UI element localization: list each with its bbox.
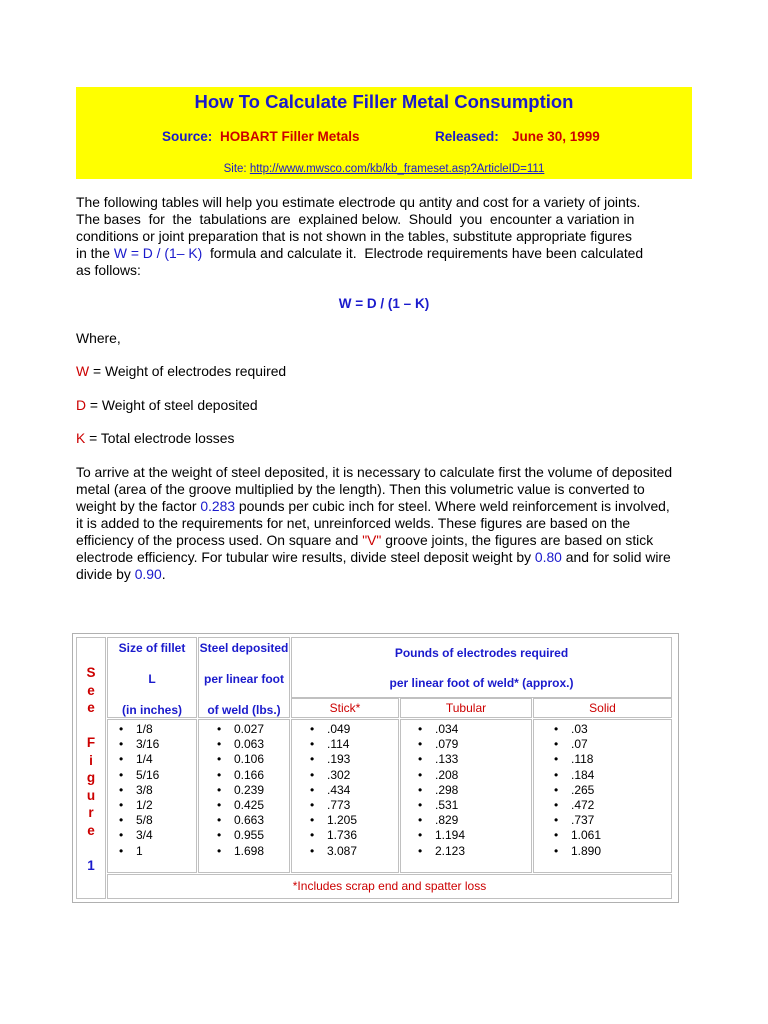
bullet: • bbox=[217, 722, 222, 736]
bullet: • bbox=[554, 797, 559, 812]
intro-formula: W = D / (1– K) bbox=[113, 245, 203, 261]
subheader-solid: Solid bbox=[533, 698, 672, 718]
bullet: • bbox=[554, 828, 559, 843]
see-figure-letter: e bbox=[87, 822, 95, 838]
bullet: • bbox=[554, 737, 559, 752]
bullet: • bbox=[119, 767, 124, 782]
table-value: 1.061 bbox=[571, 828, 602, 843]
table-value: 0.166 bbox=[234, 767, 265, 782]
bullet: • bbox=[217, 767, 222, 782]
para-text: divide by bbox=[76, 566, 135, 582]
fillet-list bbox=[119, 722, 159, 859]
table-value: 0.425 bbox=[234, 797, 265, 812]
bullet: • bbox=[310, 752, 315, 767]
table-value-item bbox=[554, 828, 601, 843]
table-value: 1 bbox=[136, 843, 143, 858]
table-value: 0.955 bbox=[234, 828, 265, 843]
header-steel-deposited bbox=[198, 637, 290, 718]
table-value-item bbox=[119, 768, 159, 783]
table-value-item bbox=[310, 752, 357, 767]
table-value-item bbox=[217, 798, 264, 813]
table-value-item bbox=[554, 722, 601, 737]
bullet: • bbox=[310, 843, 315, 858]
para-line: it is added to the requirements for net, unreinforced welds. These figures are based on the bbox=[76, 515, 631, 531]
see-figure-letter bbox=[77, 717, 105, 735]
table-value: 1/2 bbox=[136, 797, 153, 812]
para-text: . bbox=[161, 566, 166, 582]
table-value-item bbox=[418, 783, 465, 798]
table-value: .298 bbox=[435, 782, 459, 797]
table-value-item bbox=[554, 844, 601, 859]
table-value: .829 bbox=[435, 813, 459, 828]
table-value: .03 bbox=[571, 722, 588, 736]
definition-d bbox=[76, 397, 692, 414]
table-value: 0.663 bbox=[234, 813, 265, 828]
table-value: .049 bbox=[327, 722, 351, 736]
definition-text: = Weight of electrodes required bbox=[89, 363, 287, 379]
table-value: .302 bbox=[327, 767, 351, 782]
table-value-item bbox=[119, 722, 159, 737]
bullet: • bbox=[554, 767, 559, 782]
see-figure-letter: S bbox=[86, 665, 96, 680]
table-value-item bbox=[119, 752, 159, 767]
table-value: .118 bbox=[571, 752, 594, 767]
header-line: L bbox=[148, 672, 156, 686]
v-groove-text: "V" bbox=[362, 532, 382, 548]
tubular-factor: 0.80 bbox=[534, 549, 562, 565]
definition-w bbox=[76, 363, 692, 380]
table-value-item bbox=[418, 768, 465, 783]
subheader-stick: Stick* bbox=[291, 698, 399, 718]
bullet: • bbox=[554, 813, 559, 828]
table-value-item bbox=[418, 752, 465, 767]
table-value-item bbox=[310, 798, 357, 813]
table-value-item bbox=[418, 722, 465, 737]
header-line: Steel deposited bbox=[199, 641, 289, 655]
definition-k bbox=[76, 430, 692, 447]
definition-text: = Weight of steel deposited bbox=[86, 397, 258, 413]
table-value: .133 bbox=[435, 752, 459, 767]
stick-values-cell bbox=[291, 719, 399, 873]
definition-symbol: W bbox=[76, 363, 90, 379]
definition-symbol: K bbox=[76, 430, 86, 446]
see-figure-letter: 1 bbox=[87, 857, 95, 873]
table-value-item bbox=[217, 752, 264, 767]
main-formula: W = D / (1 – K) bbox=[338, 296, 430, 311]
table-value-item bbox=[418, 798, 465, 813]
bullet: • bbox=[119, 782, 124, 797]
bullet: • bbox=[119, 813, 124, 828]
para-text: electrode efficiency. For tubular wire results, divide steel deposit weight by bbox=[76, 549, 535, 565]
bullet: • bbox=[418, 767, 423, 782]
table-value: 3.087 bbox=[327, 843, 358, 858]
table-value: 3/4 bbox=[136, 828, 153, 843]
table-value-item bbox=[119, 813, 159, 828]
table-value-item bbox=[217, 737, 264, 752]
table-value: .193 bbox=[327, 752, 351, 767]
table-value: 5/16 bbox=[136, 767, 160, 782]
header-banner bbox=[76, 87, 692, 179]
definition-symbol: D bbox=[76, 397, 87, 413]
table-value: 0.239 bbox=[234, 782, 265, 797]
bullet: • bbox=[119, 843, 124, 858]
bullet: • bbox=[217, 828, 222, 843]
bullet: • bbox=[554, 752, 559, 767]
table-value-item bbox=[418, 813, 465, 828]
bullet: • bbox=[217, 797, 222, 812]
header-fillet-size bbox=[107, 637, 197, 718]
table-footnote: *Includes scrap end and spatter loss bbox=[107, 874, 672, 899]
table-value-item bbox=[310, 844, 357, 859]
bullet: • bbox=[217, 752, 222, 767]
source-label: Source: bbox=[162, 129, 213, 144]
see-figure-letter: e bbox=[87, 682, 95, 698]
table-value: .114 bbox=[327, 737, 350, 752]
where-label: Where, bbox=[76, 330, 121, 346]
see-figure-letter: g bbox=[86, 770, 96, 785]
table-value: 2.123 bbox=[435, 843, 466, 858]
table-value-item bbox=[418, 844, 465, 859]
bullet: • bbox=[418, 797, 423, 812]
solid-list bbox=[554, 722, 601, 859]
solid-factor: 0.90 bbox=[134, 566, 162, 582]
para-text: weight by the factor bbox=[76, 498, 201, 514]
table-value: .034 bbox=[435, 722, 459, 736]
bullet: • bbox=[119, 737, 124, 752]
para-line bbox=[76, 532, 692, 549]
bullet: • bbox=[119, 797, 124, 812]
page-title: How To Calculate Filler Metal Consumption bbox=[194, 91, 574, 112]
table-value: 0.106 bbox=[234, 752, 265, 767]
table-value-item bbox=[119, 844, 159, 859]
released-value: June 30, 1999 bbox=[512, 129, 600, 144]
intro-line bbox=[76, 245, 692, 262]
table-value-item bbox=[119, 783, 159, 798]
bullet: • bbox=[310, 767, 315, 782]
bullet: • bbox=[418, 722, 423, 736]
bullet: • bbox=[119, 752, 124, 767]
table-value-item bbox=[217, 783, 264, 798]
bullet: • bbox=[217, 737, 222, 752]
table-value-item bbox=[554, 768, 601, 783]
tubular-values-cell bbox=[400, 719, 532, 873]
table-value: .265 bbox=[571, 782, 595, 797]
table-value: .07 bbox=[571, 737, 588, 752]
table-value: 0.063 bbox=[234, 737, 265, 752]
see-figure-letter: r bbox=[88, 805, 94, 820]
table-value: .773 bbox=[327, 797, 351, 812]
bullet: • bbox=[310, 722, 315, 736]
bullet: • bbox=[554, 722, 559, 736]
see-figure-letter bbox=[77, 839, 105, 857]
table-value: 1/4 bbox=[136, 752, 153, 767]
intro-line: The following tables will help you estimate electrode qu antity and cost for a variety of joints. bbox=[76, 194, 641, 210]
bullet: • bbox=[554, 782, 559, 797]
intro-text: in the bbox=[76, 245, 114, 261]
header-line: (in inches) bbox=[121, 703, 182, 717]
table-value: .079 bbox=[435, 737, 459, 752]
table-value-item bbox=[310, 768, 357, 783]
header-line: of weld (lbs.) bbox=[207, 703, 281, 717]
bullet: • bbox=[418, 737, 423, 752]
header-line: per linear foot bbox=[203, 672, 284, 686]
bullet: • bbox=[310, 782, 315, 797]
bullet: • bbox=[217, 813, 222, 828]
tubular-list bbox=[418, 722, 465, 859]
subheader-tubular: Tubular bbox=[400, 698, 532, 718]
table-value: 1/8 bbox=[136, 722, 153, 736]
table-value-item bbox=[418, 828, 465, 843]
table-value: 1.736 bbox=[327, 828, 358, 843]
table-value-item bbox=[554, 752, 601, 767]
table-value-item bbox=[554, 783, 601, 798]
table-value: 1.194 bbox=[435, 828, 466, 843]
stick-list bbox=[310, 722, 357, 859]
table-value: .184 bbox=[571, 767, 595, 782]
bullet: • bbox=[217, 843, 222, 858]
para-text: efficiency of the process used. On square and bbox=[76, 532, 363, 548]
steel-values-cell bbox=[198, 719, 290, 873]
table-value: 0.027 bbox=[234, 722, 265, 736]
released-label: Released: bbox=[435, 129, 499, 144]
table-value: .472 bbox=[571, 797, 595, 812]
site-row bbox=[76, 163, 692, 175]
table-value-item bbox=[217, 813, 264, 828]
explanation-paragraph bbox=[76, 464, 692, 583]
para-text: pounds per cubic inch for steel. Where weld reinforcement is involved, bbox=[235, 498, 670, 514]
fillet-values-cell bbox=[107, 719, 197, 873]
source-value: HOBART Filler Metals bbox=[220, 129, 360, 144]
solid-values-cell bbox=[533, 719, 672, 873]
table-value: 1.205 bbox=[327, 813, 358, 828]
intro-paragraph bbox=[76, 194, 692, 279]
bullet: • bbox=[217, 782, 222, 797]
see-figure-letter: F bbox=[86, 735, 96, 750]
table-value: .737 bbox=[571, 813, 595, 828]
table-value: 3/8 bbox=[136, 782, 153, 797]
bullet: • bbox=[418, 752, 423, 767]
header-pounds-required bbox=[291, 637, 672, 698]
table-value-item bbox=[310, 737, 357, 752]
site-label: Site: bbox=[223, 163, 247, 175]
table-value-item bbox=[310, 813, 357, 828]
para-text: groove joints, the figures are based on stick bbox=[381, 532, 654, 548]
table-value-item bbox=[217, 828, 264, 843]
see-figure-cell bbox=[76, 637, 106, 899]
site-link[interactable]: http://www.mwsco.com/kb/kb_frameset.asp?ArticleID=111 bbox=[249, 163, 545, 175]
density-factor: 0.283 bbox=[200, 498, 236, 514]
bullet: • bbox=[554, 843, 559, 858]
definition-text: = Total electrode losses bbox=[85, 430, 235, 446]
bullet: • bbox=[310, 737, 315, 752]
table-value: .434 bbox=[327, 782, 351, 797]
table-value-item bbox=[310, 722, 357, 737]
see-figure-label bbox=[77, 664, 105, 874]
bullet: • bbox=[119, 828, 124, 843]
bullet: • bbox=[310, 813, 315, 828]
intro-text: formula and calculate it. Electrode requirements have been calculated bbox=[202, 245, 644, 261]
bullet: • bbox=[418, 828, 423, 843]
see-figure-letter: u bbox=[86, 787, 96, 803]
para-line bbox=[76, 498, 692, 515]
table-value-item bbox=[217, 844, 264, 859]
table-value: .208 bbox=[435, 767, 459, 782]
table-value-item bbox=[554, 813, 601, 828]
table-value-item bbox=[119, 798, 159, 813]
see-figure-letter: e bbox=[87, 700, 95, 715]
table-value-item bbox=[310, 783, 357, 798]
see-figure-letter: i bbox=[89, 752, 93, 768]
bullet: • bbox=[310, 828, 315, 843]
table-value: .531 bbox=[435, 797, 459, 812]
table-value-item bbox=[217, 768, 264, 783]
consumption-table bbox=[72, 633, 679, 903]
header-line: Size of fillet bbox=[118, 641, 186, 655]
header-line: Pounds of electrodes required bbox=[394, 646, 569, 660]
table-value-item bbox=[119, 828, 159, 843]
table-value-item bbox=[217, 722, 264, 737]
para-line: To arrive at the weight of steel deposited, it is necessary to calculate first the volume of deposited bbox=[76, 464, 673, 480]
para-line bbox=[76, 566, 692, 583]
bullet: • bbox=[119, 722, 124, 736]
intro-line: The bases for the tabulations are explained below. Should you encounter a variation in bbox=[76, 211, 635, 227]
table-value: 5/8 bbox=[136, 813, 153, 828]
para-line: metal (area of the groove multiplied by the length). Then this volumetric value is converted to bbox=[76, 481, 645, 497]
steel-list bbox=[217, 722, 264, 859]
bullet: • bbox=[418, 843, 423, 858]
bullet: • bbox=[310, 797, 315, 812]
table-value: 1.698 bbox=[234, 843, 265, 858]
table-value: 1.890 bbox=[571, 843, 602, 858]
intro-line: conditions or joint preparation that is not shown in the tables, substitute appropriate figures bbox=[76, 228, 632, 244]
bullet: • bbox=[418, 813, 423, 828]
para-text: and for solid wire bbox=[561, 549, 671, 565]
table-value-item bbox=[119, 737, 159, 752]
header-line: per linear foot of weld* (approx.) bbox=[389, 676, 574, 690]
bullet: • bbox=[418, 782, 423, 797]
table-value-item bbox=[554, 798, 601, 813]
table-value-item bbox=[554, 737, 601, 752]
intro-line: as follows: bbox=[76, 262, 141, 278]
table-value-item bbox=[418, 737, 465, 752]
para-line bbox=[76, 549, 692, 566]
table-value-item bbox=[310, 828, 357, 843]
table-value: 3/16 bbox=[136, 737, 160, 752]
